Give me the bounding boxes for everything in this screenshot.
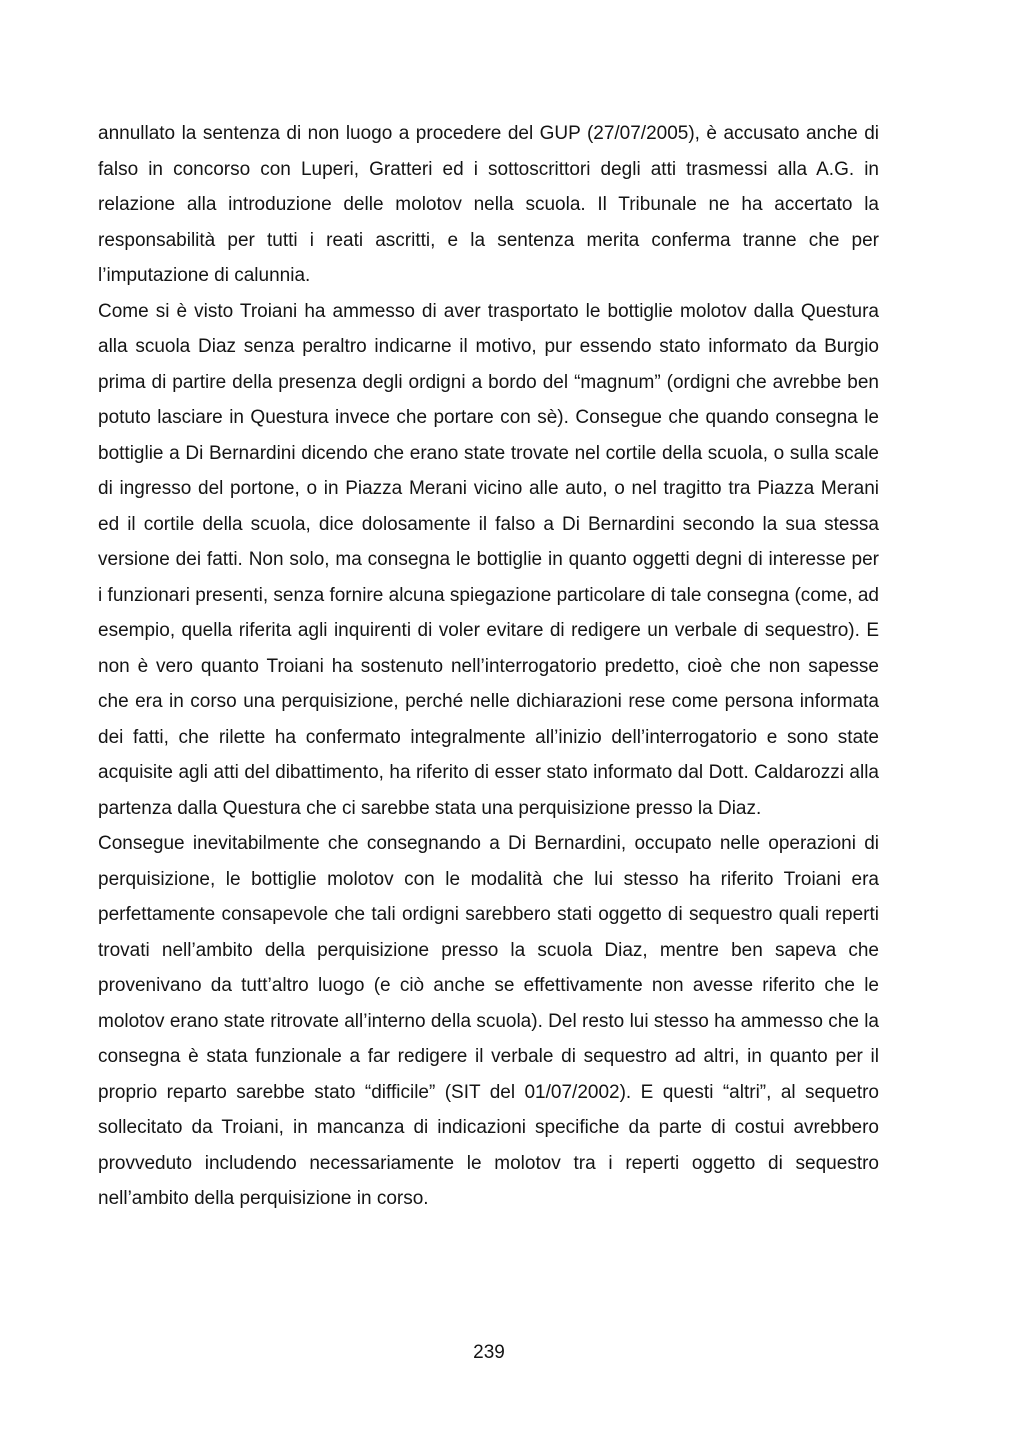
paragraph-2: Come si è visto Troiani ha ammesso di aver trasportato le bottiglie molotov dalla Questura alla scuola Diaz senza peraltro indicarne il motivo, pur essendo stato informato da Burgio prima di partire della presenza degli ordigni a bordo del “magnum” (ordigni che avrebbe ben potuto lasciare in Questura invece che portare con sè). Consegue che quando consegna le bottiglie a Di Bernardini dicendo che erano state trovate nel cortile della scuola, o sulla scale di ingresso del portone, o in Piazza Merani vicino alle auto, o nel tragitto tra Piazza Merani ed il cortile della scuola, dice dolosamente il falso a Di Bernardini secondo la sua stessa versione dei fatti. Non solo, ma consegna le bottiglie in quanto oggetti degni di interesse per i funzionari presenti, senza fornire alcuna spiegazione particolare di tale consegna (come, ad esempio, quella riferita agli inquirenti di voler evitare di redigere un verbale di sequestro). E non è vero quanto Troiani ha sostenuto nell’interrogatorio predetto, cioè che non sapesse che era in corso una perquisizione, perché nelle dichiarazioni rese come persona informata dei fatti, che rilette ha confermato integralmente all’inizio dell’interrogatorio e sono state acquisite agli atti del dibattimento, ha riferito di esser stato informato dal Dott. Caldarozzi alla partenza dalla Questura che ci sarebbe stata una perquisizione presso la Diaz. bbox=[98, 300, 879, 819]
body-text bbox=[98, 116, 879, 1217]
paragraph-1: annullato la sentenza di non luogo a procedere del GUP (27/07/2005), è accusato anche di falso in concorso con Luperi, Gratteri ed i sottoscrittori degli atti trasmessi alla A.G. in relazione alla introduzione delle molotov nella scuola. Il Tribunale ne ha accertato la responsabilità per tutti i reati ascritti, e la sentenza merita conferma tranne che per l’imputazione di calunnia. bbox=[98, 123, 879, 286]
page-number: 239 bbox=[473, 1342, 505, 1363]
paragraph-3: Consegue inevitabilmente che consegnando a Di Bernardini, occupato nelle operazioni di perquisizione, le bottiglie molotov con le modalità che lui stesso ha riferito Troiani era perfettamente consapevole che tali ordigni sarebbero stati oggetto di sequestro quali reperti trovati nell’ambito della perquisizione presso la scuola Diaz, mentre ben sapeva che provenivano da tutt’altro luogo (e ciò anche se effettivamente non avesse riferito che le molotov erano state ritrovate all’interno della scuola). Del resto lui stesso ha ammesso che la consegna è stata funzionale a far redigere il verbale di sequestro ad altri, in quanto per il proprio reparto sarebbe stato “difficile” (SIT del 01/07/2002). E questi “altri”, al sequetro sollecitato da Troiani, in mancanza di indicazioni specifiche da parte di costui avrebbero provveduto includendo necessariamente le molotov tra i reperti oggetto di sequestro nell’ambito della perquisizione in corso. bbox=[98, 833, 879, 1209]
